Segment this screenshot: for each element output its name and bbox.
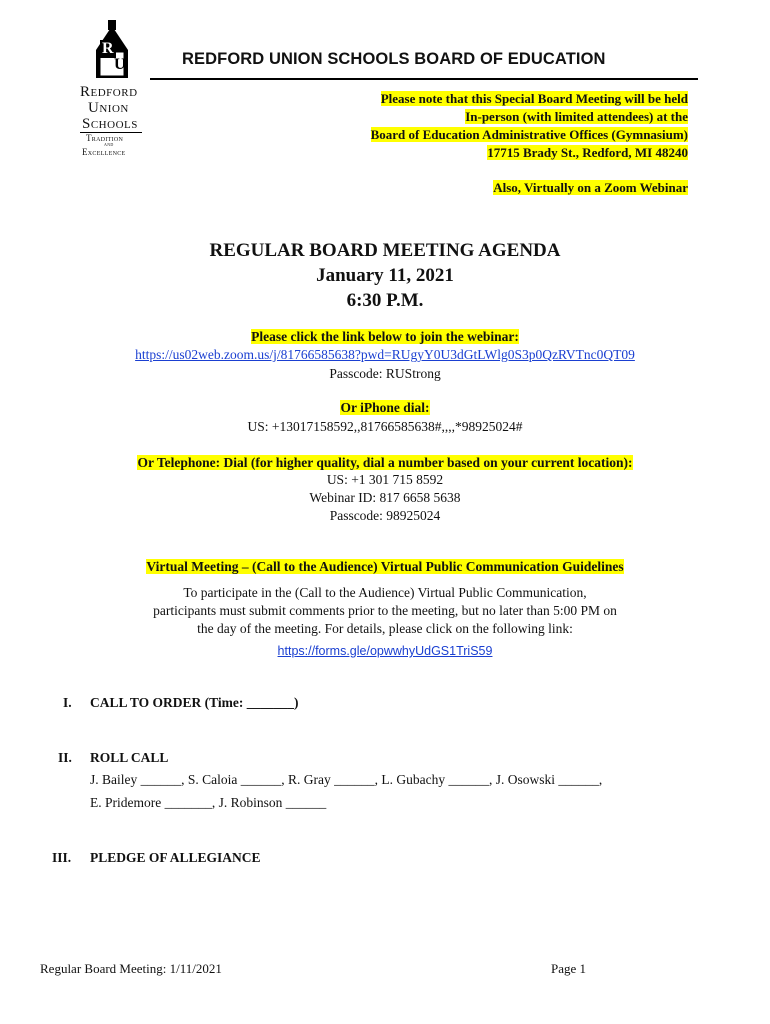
notice-line-4: 17715 Brady St., Redford, MI 48240 [487,145,688,160]
agenda-date: January 11, 2021 [316,265,454,286]
webinar-passcode: Passcode: RUStrong [329,366,441,381]
guidelines-title: Virtual Meeting – (Call to the Audience) Virtual Public Communication Guidelines [146,559,624,574]
logo-letter-u: U [114,56,126,73]
logo-text-union: Union [88,100,129,116]
phone-us-number: US: +1 301 715 8592 [326,472,444,487]
notice-line-1: Please note that this Special Board Meeting will be held [380,91,688,106]
webinar-join-link[interactable]: https://us02web.zoom.us/j/81766585638?pwd=RUgyY0U3dGtLWlg0S3p0QzRVTnc0QT09 [135,347,635,362]
iphone-number: US: +13017158592,,81766585638#,,,,*98925024# [247,419,523,434]
board-title: REDFORD UNION SCHOOLS BOARD OF EDUCATION [182,50,606,68]
guidelines-line-1: To participate in the (Call to the Audience) Virtual Public Communication, [183,585,587,600]
phone-label: Or Telephone: Dial (for higher quality, dial a number based on your current location): [137,455,633,470]
guidelines-form-link[interactable]: https://forms.gle/opwwhyUdGS1TriS59 [277,644,493,658]
notice-line-3: Board of Education Administrative Offices (Gymnasium) [370,127,688,142]
logo-letter-r: R [102,40,114,57]
agenda-time: 6:30 P.M. [346,290,424,311]
iphone-label: Or iPhone dial: [340,400,430,415]
guidelines-line-2: participants must submit comments prior to the meeting, but no later than 5:00 PM on [153,603,617,618]
footer-meeting-date: Regular Board Meeting: 1/11/2021 [40,961,222,976]
logo-text-schools: Schools [82,116,138,132]
notice-line-2: In-person (with limited attendees) at the [465,109,688,124]
title-divider [150,78,698,80]
logo-tag-and: and [104,142,114,148]
roll-call-line-2: E. Pridemore _______, J. Robinson ______ [90,795,327,810]
guidelines-line-3: the day of the meeting. For details, please click on the following link: [197,621,573,636]
logo-tag-tradition: Tradition [86,133,124,143]
phone-passcode: Passcode: 98925024 [329,508,441,523]
webinar-join-link-row [0,347,770,363]
webinar-join-label: Please click the link below to join the webinar: [251,329,519,344]
item-2-number: II. [58,750,72,765]
item-1-number: I. [63,695,72,710]
footer-page-number: Page 1 [551,961,587,976]
agenda-title: REGULAR BOARD MEETING AGENDA [209,240,561,261]
guidelines-link-row [0,642,770,660]
item-3-title: PLEDGE OF ALLEGIANCE [90,850,261,865]
logo-tag-excellence: Excellence [82,147,126,157]
logo-text-redford: Redford [80,84,138,100]
item-2-title: ROLL CALL [90,750,169,765]
webinar-id: Webinar ID: 817 6658 5638 [309,490,461,505]
roll-call-line-1: J. Bailey ______, S. Caloia ______, R. Gray ______, L. Gubachy ______, J. Osowski ______, [90,772,603,787]
notice-line-5: Also, Virtually on a Zoom Webinar [493,180,688,195]
item-3-number: III. [52,850,72,865]
item-1-title: CALL TO ORDER (Time: _______) [90,695,299,710]
